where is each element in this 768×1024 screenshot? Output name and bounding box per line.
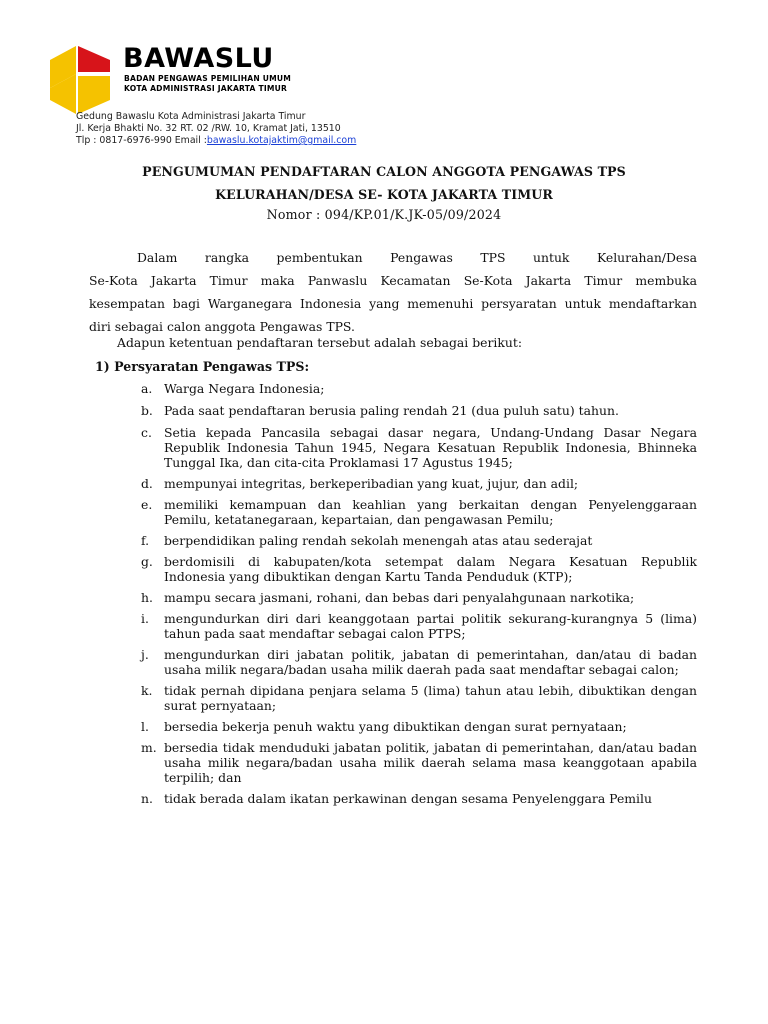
requirement-line: usaha milik negara/badan usaha milik daerah pada saat mendaftar sebagai calon; <box>164 662 679 677</box>
requirement-marker: a. <box>141 381 153 396</box>
org-subtitle-1: BADAN PENGAWAS PEMILIHAN UMUM <box>124 74 292 83</box>
requirement-line: berpendidikan paling rendah sekolah menengah atas atau sederajat <box>164 533 593 548</box>
requirement-line: mampu secara jasmani, rohani, dan bebas dari penyalahgunaan narkotika; <box>164 590 635 605</box>
email-link[interactable]: bawaslu.kotajaktim@gmail.com <box>206 135 357 146</box>
requirement-item <box>141 425 697 470</box>
requirement-marker: j. <box>141 647 149 662</box>
requirement-line: bersedia tidak menduduki jabatan politik, jabatan di pemerintahan, dan/atau badan <box>164 740 697 755</box>
requirement-item <box>141 590 697 605</box>
intro-paragraph <box>89 246 697 338</box>
document-subtitle: KELURAHAN/DESA SE- KOTA JAKARTA TIMUR <box>215 187 553 202</box>
requirement-text <box>164 533 697 548</box>
intro-paragraph-2: Adapun ketentuan pendaftaran tersebut adalah sebagai berikut: <box>117 335 522 350</box>
requirement-text <box>164 740 697 785</box>
requirement-line: mengundurkan diri dari keanggotaan partai politik sekurang-kurangnya 5 (lima) <box>164 611 697 626</box>
requirement-marker: f. <box>141 533 150 548</box>
requirement-item <box>141 403 697 418</box>
requirement-line: terpilih; dan <box>164 770 242 785</box>
requirement-item <box>141 381 697 396</box>
requirement-line: memiliki kemampuan dan keahlian yang berkaitan dengan Penyelenggaraan <box>164 497 697 512</box>
requirement-text <box>164 476 697 491</box>
requirement-item <box>141 497 697 527</box>
requirement-item <box>141 719 697 734</box>
requirement-text <box>164 403 697 418</box>
requirement-line: mengundurkan diri jabatan politik, jabatan di pemerintahan, dan/atau di badan <box>164 647 697 662</box>
requirement-item <box>141 683 697 713</box>
intro-line: Se-Kota Jakarta Timur maka Panwaslu Kecamatan Se-Kota Jakarta Timur membuka <box>89 273 697 288</box>
requirement-item <box>141 476 697 491</box>
requirement-line: surat pernyataan; <box>164 698 277 713</box>
requirement-text <box>164 381 697 396</box>
requirement-text <box>164 554 697 584</box>
requirement-marker: n. <box>141 791 153 806</box>
requirement-marker: b. <box>141 403 153 418</box>
requirement-text <box>164 497 697 527</box>
contact-line <box>76 135 356 147</box>
requirement-item <box>141 611 697 641</box>
requirement-line: berdomisili di kabupaten/kota setempat dalam Negara Kesatuan Republik <box>164 554 697 569</box>
requirement-marker: d. <box>141 476 153 491</box>
requirement-marker: g. <box>141 554 153 569</box>
requirement-line: tidak pernah dipidana penjara selama 5 (lima) tahun atau lebih, dibuktikan dengan <box>164 683 697 698</box>
bawaslu-logo-icon <box>48 44 114 116</box>
address-line-2: Jl. Kerja Bhakti No. 32 RT. 02 /RW. 10, Kramat Jati, 13510 <box>76 123 341 134</box>
requirement-item <box>141 740 697 785</box>
requirement-text <box>164 647 697 677</box>
document-title: PENGUMUMAN PENDAFTARAN CALON ANGGOTA PENGAWAS TPS <box>142 164 626 179</box>
requirement-marker: e. <box>141 497 153 512</box>
requirement-line: Pemilu, ketatanegaraan, kepartaian, dan pengawasan Pemilu; <box>164 512 554 527</box>
requirements-list <box>141 381 697 806</box>
requirement-text <box>164 719 697 734</box>
requirement-line: tidak berada dalam ikatan perkawinan dengan sesama Penyelenggara Pemilu <box>164 791 652 806</box>
requirement-marker: m. <box>141 740 157 755</box>
requirement-item <box>141 554 697 584</box>
requirement-line: tahun pada saat mendaftar sebagai calon PTPS; <box>164 626 466 641</box>
requirement-marker: h. <box>141 590 153 605</box>
intro-line: kesempatan bagi Warganegara Indonesia yang memenuhi persyaratan untuk mendaftarkan <box>89 296 697 311</box>
intro-line: Dalam rangka pembentukan Pengawas TPS untuk Kelurahan/Desa <box>137 250 697 265</box>
requirement-line: usaha milik negara/badan usaha milik daerah selama masa keanggotaan apabila <box>164 755 697 770</box>
requirement-text <box>164 590 697 605</box>
org-subtitle-2: KOTA ADMINISTRASI JAKARTA TIMUR <box>124 84 288 93</box>
requirement-text <box>164 611 697 641</box>
requirement-marker: c. <box>141 425 152 440</box>
requirement-line: Tunggal Ika, dan cita-cita Proklamasi 17 Agustus 1945; <box>164 455 513 470</box>
requirement-text <box>164 791 697 806</box>
requirement-marker: k. <box>141 683 153 698</box>
requirement-line: mempunyai integritas, berkeperibadian yang kuat, jujur, dan adil; <box>164 476 579 491</box>
requirement-item <box>141 533 697 548</box>
requirement-line: Setia kepada Pancasila sebagai dasar negara, Undang-Undang Dasar Negara <box>164 425 697 440</box>
phone-text: Tlp : 0817-6976-990 Email : <box>76 135 207 146</box>
address-line-1: Gedung Bawaslu Kota Administrasi Jakarta Timur <box>76 111 306 122</box>
requirement-line: bersedia bekerja penuh waktu yang dibuktikan dengan surat pernyataan; <box>164 719 627 734</box>
requirement-item <box>141 791 697 806</box>
requirement-line: Republik Indonesia Tahun 1945, Negara Kesatuan Republik Indonesia, Bhinneka <box>164 440 697 455</box>
intro-line: diri sebagai calon anggota Pengawas TPS. <box>89 319 355 334</box>
requirement-line: Indonesia yang dibuktikan dengan Kartu Tanda Penduduk (KTP); <box>164 569 573 584</box>
org-name: BAWASLU <box>123 43 274 74</box>
section-heading: 1) Persyaratan Pengawas TPS: <box>95 359 310 374</box>
requirement-marker: l. <box>141 719 149 734</box>
requirement-text <box>164 683 697 713</box>
requirement-text <box>164 425 697 470</box>
document-number: Nomor : 094/KP.01/K.JK-05/09/2024 <box>266 207 502 222</box>
requirement-marker: i. <box>141 611 149 626</box>
requirement-item <box>141 647 697 677</box>
requirement-line: Pada saat pendaftaran berusia paling rendah 21 (dua puluh satu) tahun. <box>164 403 619 418</box>
requirement-line: Warga Negara Indonesia; <box>164 381 325 396</box>
